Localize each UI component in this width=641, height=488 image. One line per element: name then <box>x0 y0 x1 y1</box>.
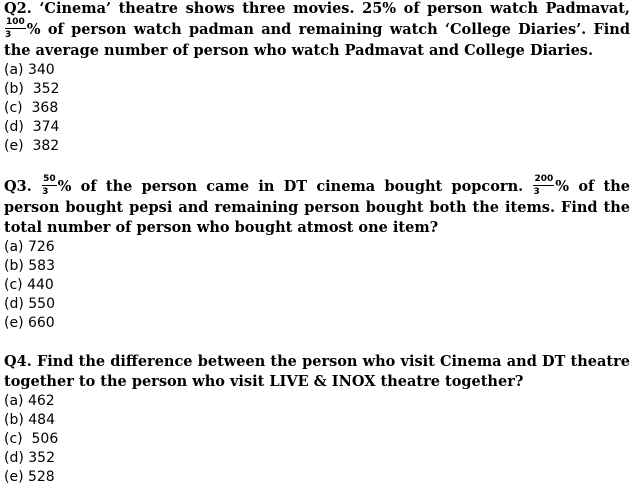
option-b: (b) 352 <box>4 81 60 97</box>
fraction-200-over-3 <box>533 175 554 197</box>
fraction-numerator: 100 <box>6 17 25 27</box>
fraction-denominator: 3 <box>533 187 540 197</box>
question-3 <box>4 176 630 333</box>
question-2-text <box>4 0 630 61</box>
question-4 <box>4 352 630 487</box>
option-e: (e) 660 <box>4 315 55 331</box>
question-2-text-part1: ‘Cinema’ theatre shows three movies. 25% of person watch Padmavat, <box>39 0 630 17</box>
question-2-label: Q2. <box>4 0 32 17</box>
option-a: (a) 726 <box>4 239 55 255</box>
option-c: (c) 440 <box>4 277 54 293</box>
question-4-body: Find the difference between the person who visit Cinema and DT theatre together to the person who visit LIVE & INOX theatre together? <box>4 353 630 390</box>
question-4-label: Q4. <box>4 353 32 370</box>
question-3-text <box>4 176 630 238</box>
fraction-100-over-3 <box>5 18 26 40</box>
option-d: (d) 352 <box>4 450 55 466</box>
question-4-options <box>4 392 630 487</box>
option-b: (b) 484 <box>4 412 55 428</box>
question-3-label: Q3. <box>4 178 32 195</box>
fraction-denominator: 3 <box>5 30 12 40</box>
question-3-text-part1: % of the person came in DT cinema bought popcorn. <box>57 178 524 195</box>
option-a: (a) 340 <box>4 62 55 78</box>
fraction-50-over-3 <box>42 175 57 197</box>
option-c: (c) 368 <box>4 100 59 116</box>
option-a: (a) 462 <box>4 393 55 409</box>
fraction-numerator: 200 <box>534 174 554 184</box>
option-d: (d) 374 <box>4 119 60 135</box>
fraction-numerator: 50 <box>43 174 56 184</box>
option-d: (d) 550 <box>4 296 55 312</box>
fraction-denominator: 3 <box>42 187 49 197</box>
question-4-text <box>4 352 630 392</box>
question-2 <box>4 0 630 156</box>
question-3-text-part2: % of the person bought pepsi and remaining person bought both the items. Find the total number of person who bought atmost one item? <box>4 178 630 236</box>
question-2-options <box>4 61 630 156</box>
option-b: (b) 583 <box>4 258 55 274</box>
option-e: (e) 528 <box>4 469 55 485</box>
option-e: (e) 382 <box>4 138 60 154</box>
option-c: (c) 506 <box>4 431 59 447</box>
question-3-options <box>4 238 630 333</box>
question-2-text-part2: % of person watch padman and remaining watch ‘College Diaries’. Find the average number of person who watch Padmavat and College Diaries. <box>4 21 630 59</box>
